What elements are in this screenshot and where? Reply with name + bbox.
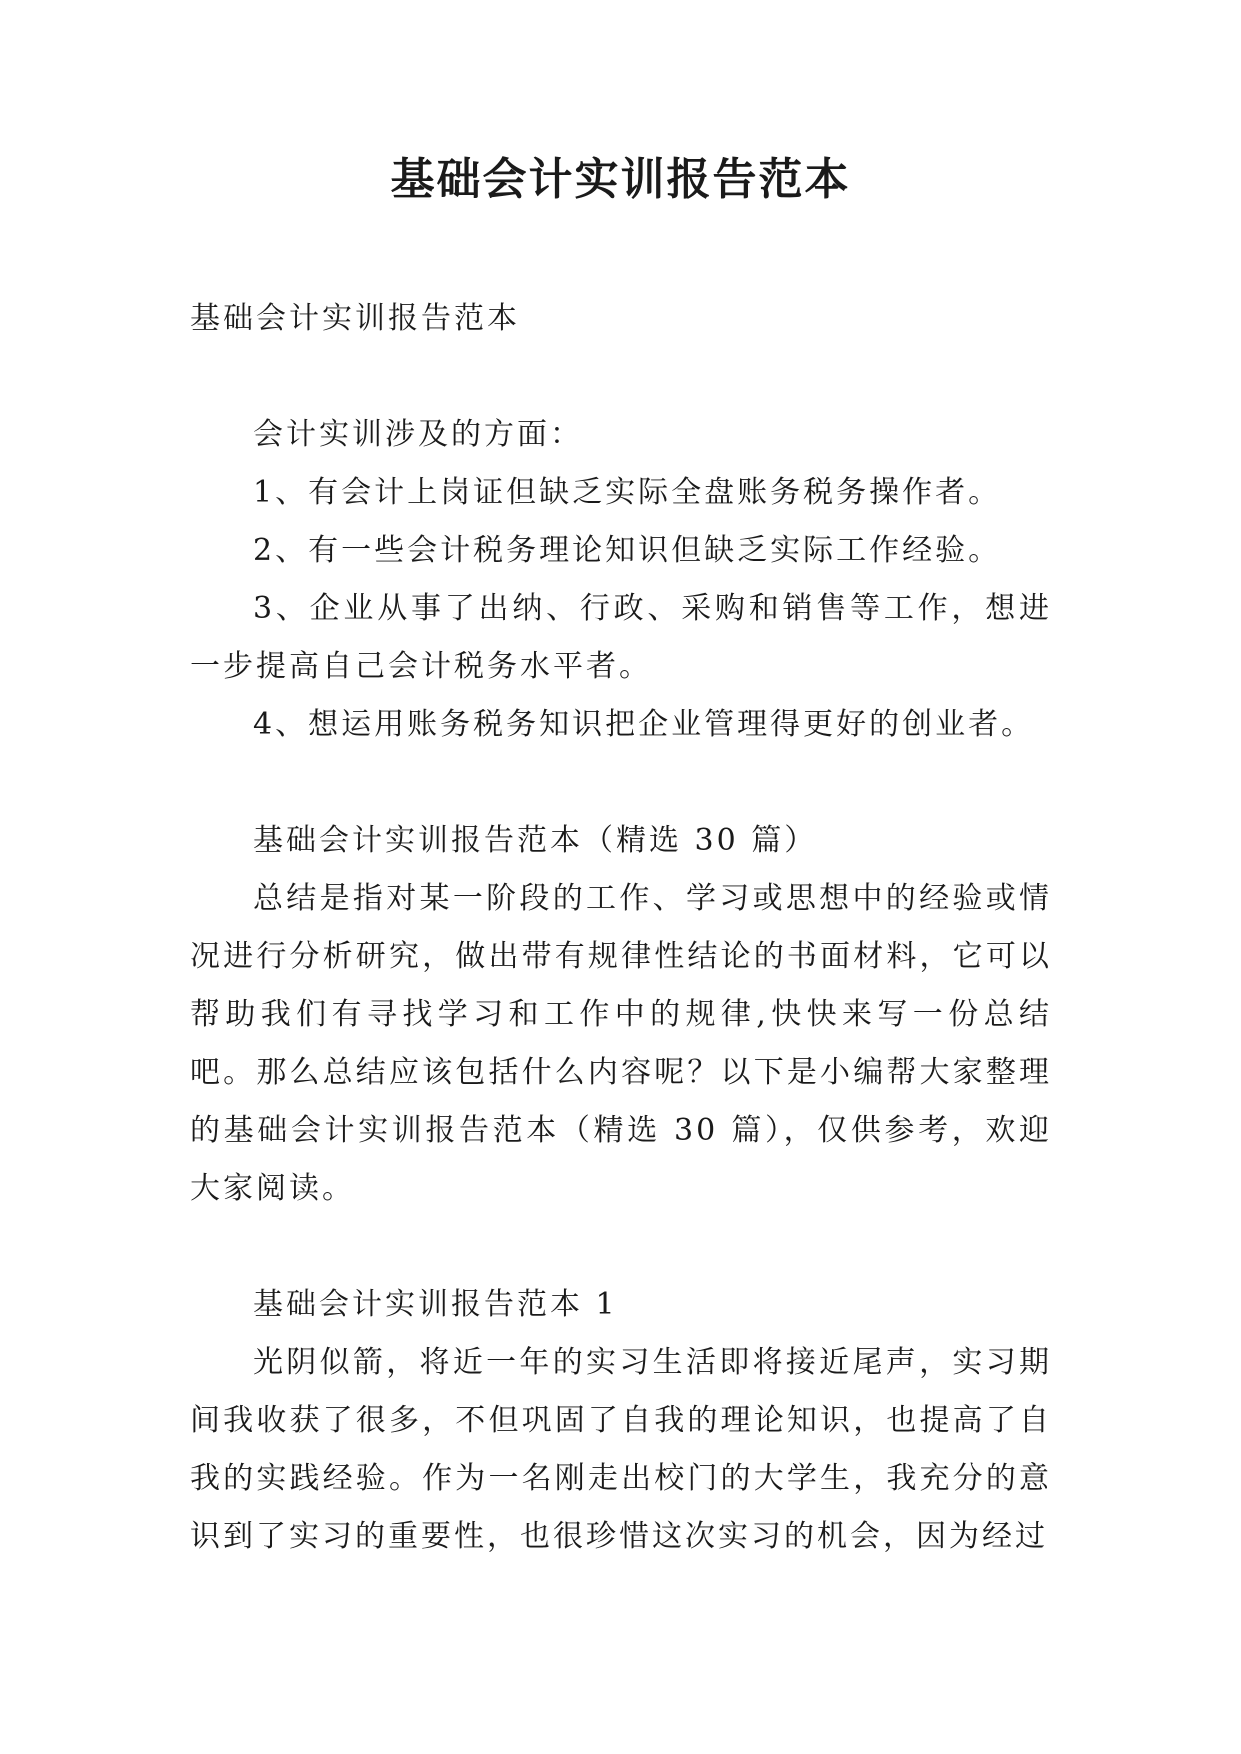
document-title: 基础会计实训报告范本 bbox=[390, 154, 851, 205]
list-item: 1、有会计上岗证但缺乏实际全盘账务税务操作者。 bbox=[253, 475, 1002, 510]
document-subtitle: 基础会计实训报告范本 bbox=[190, 301, 520, 336]
spacer bbox=[190, 754, 1052, 812]
paragraph: 光阴似箭，将近一年的实习生活即将接近尾声，实习期间我收获了很多，不但巩固了自我的理论知识，也提高了自我的实践经验。作为一名刚走出校门的大学生，我充分的意识到了实习的重要性，也很珍惜这次实习的机会，因为经过 bbox=[190, 1345, 1052, 1554]
section-heading: 基础会计实训报告范本（精选 30 篇） bbox=[253, 823, 818, 858]
paragraph: 总结是指对某一阶段的工作、学习或思想中的经验或情况进行分析研究，做出带有规律性结论的书面材料，它可以帮助我们有寻找学习和工作中的规律,快快来写一份总结吧。那么总结应该包括什么内容呢？以下是小编帮大家整理的基础会计实训报告范本（精选 30 篇），仅供参考，欢迎大家阅读。 bbox=[190, 881, 1052, 1206]
list-item: 3、企业从事了出纳、行政、采购和销售等工作，想进一步提高自己会计税务水平者。 bbox=[190, 591, 1052, 684]
spacer bbox=[190, 1218, 1052, 1276]
list-item: 4、想运用账务税务知识把企业管理得更好的创业者。 bbox=[253, 707, 1035, 742]
document-body bbox=[190, 290, 1052, 1566]
section-heading: 会计实训涉及的方面： bbox=[253, 417, 583, 452]
spacer bbox=[190, 348, 1052, 406]
list-item: 2、有一些会计税务理论知识但缺乏实际工作经验。 bbox=[253, 533, 1002, 568]
section-heading: 基础会计实训报告范本 1 bbox=[253, 1287, 618, 1322]
